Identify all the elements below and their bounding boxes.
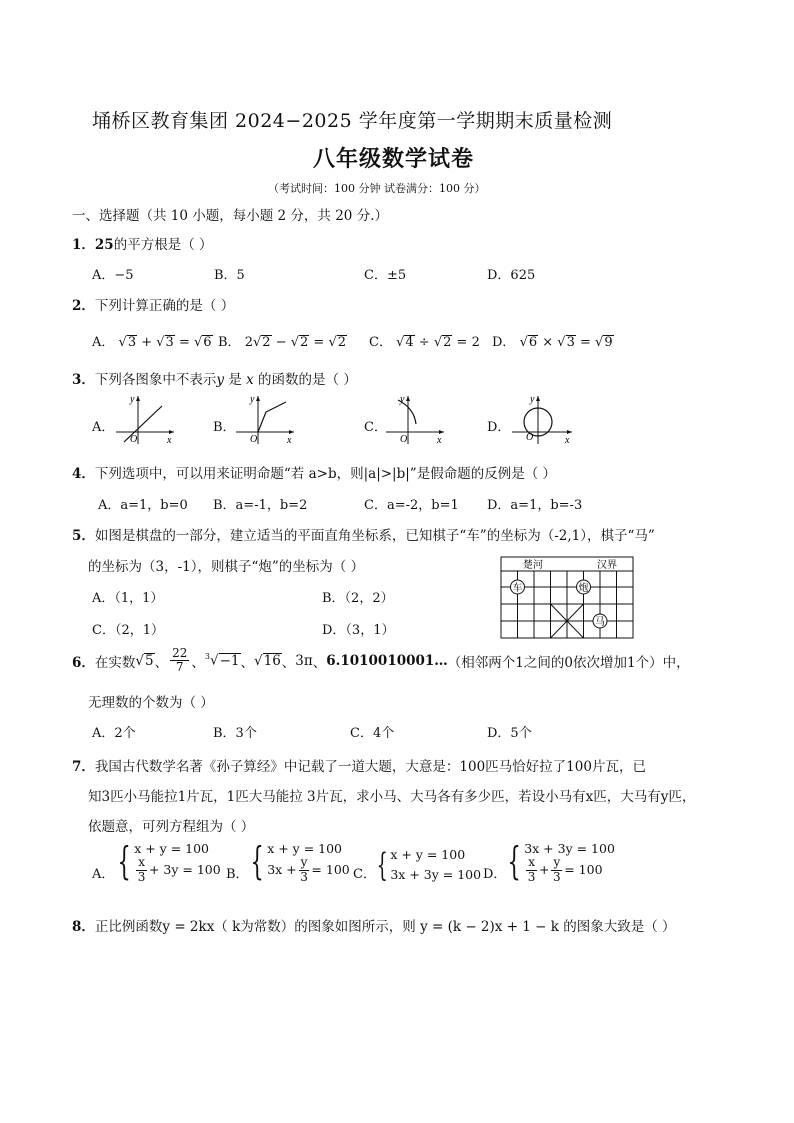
q3b-origin: O [250,434,258,445]
q3-option-d-label[interactable]: D． [487,420,511,435]
q3-option-b-label[interactable]: B． [213,420,236,435]
q3-text-mid: 是 [224,372,247,388]
question-1 [72,233,213,253]
river-left-label: 楚河 [523,560,543,571]
question-8 [72,915,676,935]
school-line: 埇桥区教育集团 2024−2025 学年度第一学期期末质量检测 [92,110,613,132]
q2-b-radicand1: 2 [262,335,271,350]
q3-number: 3． [72,372,95,388]
piece-pao-label: 炮 [578,583,589,594]
q7-option-a-label[interactable]: A． [92,867,115,882]
q4-number: 4． [72,466,95,482]
q3a-x-arrow [169,430,174,434]
q3b-y-arrow [256,396,260,401]
q6-decimal: 6.1010010001… [326,652,448,669]
q7-option-b-system[interactable] [245,840,350,882]
q7d-brace: { [507,839,521,883]
q6-number: 6． [72,654,95,671]
q1-value: 25 [94,237,114,253]
q7c-eq1: x + y = 100 [390,846,466,862]
q7a-frac-den: 3 [137,869,146,884]
q3-graph-c[interactable] [382,392,446,446]
q3c-x-label: x [437,435,442,446]
q3-var-y: y [216,372,225,388]
q7d-frac1-num: x [528,855,535,870]
q4-option-d[interactable]: D．a=1，b=-3 [487,498,583,513]
q2-option-b[interactable]: B． 2√2 − √2 = √2 [218,335,347,350]
q7b-frac-num: y [300,855,308,870]
q2-d-radicand1: 6 [528,335,538,350]
q3c-y-arrow [406,396,410,401]
q3d-origin: O [526,432,534,443]
q5-option-d[interactable]: D．（3，1） [322,623,395,638]
q6-frac-den: 7 [175,660,184,675]
q7c-eq2: 3x + 3y = 100 [390,866,482,882]
q7b-eq2-right: = 100 [311,861,350,877]
q5-line2: 的坐标为（3，-1），则棋子“炮”的坐标为（ ） [88,559,365,575]
q7b-eq1: x + y = 100 [267,840,342,856]
q5-option-b[interactable]: B．（2，2） [322,591,394,606]
q1-text: 的平方根是（ ） [113,237,213,253]
q6-cbrt-index: 3 [204,652,210,662]
q1-option-a[interactable]: A．−5 [92,268,134,283]
q7d-frac2-den: 3 [553,869,561,884]
q7d-frac1-den: 3 [527,869,536,884]
q3c-origin: O [400,434,408,445]
q3d-y-label: y [530,394,535,405]
q3b-y-label: y [250,394,255,405]
q7a-eq1: x + y = 100 [134,840,209,856]
q2-b-radicand2: 2 [300,335,309,350]
q3a-y-arrow [136,396,140,401]
q6-fraction [170,647,189,674]
q3b-x-label: x [287,435,292,446]
q2-c-label: C． [369,335,392,350]
q7d-frac2-num: y [553,855,561,870]
q6-cbrt-arg: −1 [219,652,240,669]
q6-sqrt5: 5 [145,652,154,669]
q2-a-radicand3: 6 [203,335,212,350]
q4-option-c[interactable]: C．a=-2，b=1 [364,498,459,513]
q3d-x-label: x [565,435,570,446]
q3b-curve [258,402,286,432]
q2-option-d[interactable]: D． √6 × √3 = √9 [492,335,613,350]
q6-option-b[interactable]: B．3个 [213,726,257,741]
q7b-brace: { [250,839,264,883]
exam-title: 八年级数学试卷 [313,146,475,172]
question-4 [72,462,556,482]
q7-option-b-label[interactable]: B． [226,867,249,882]
q2-c-radicand1: 4 [405,335,414,350]
q7c-brace: { [376,846,388,884]
q7a-eq2 [134,855,221,884]
q8-text: 正比例函数y = 2kx（ k为常数）的图象如图所示，则 y = (k − 2)x + 1 − k 的图象大致是（ ） [94,919,676,935]
q3-text-pre: 下列各图象中不表示 [94,372,217,388]
q7b-eq2 [267,855,350,884]
q7-option-c-label[interactable]: C． [353,867,376,882]
q5-line1: 如图是棋盘的一部分，建立适当的平面直角坐标系，已知棋子“车”的坐标为（-2,1），棋子“马” [94,528,655,544]
q6-sep2: 、 [191,654,205,671]
q3-var-x: x [246,372,254,388]
q3-option-a-label[interactable]: A． [92,420,115,435]
q5-option-a[interactable]: A．（1，1） [92,591,164,606]
q6-three-pi: 3π [295,652,313,669]
q2-c-result: 2 [471,335,480,350]
q3-graph-a[interactable] [112,392,176,446]
q2-d-label: D． [492,335,516,350]
q6-text-pre: 在实数 [94,654,136,671]
q7b-frac-den: 3 [300,869,308,884]
q4-option-b[interactable]: B．a=-1，b=2 [213,498,308,513]
q7d-plus: + [538,861,550,877]
q2-b-radicand3: 2 [337,335,347,350]
q8-number: 8． [72,919,95,935]
q7d-eq2-right: = 100 [564,861,603,877]
chess-board [500,556,635,640]
piece-ma-label: 马 [595,617,605,628]
q6-sqrt16: 16 [263,652,281,669]
q1-option-d[interactable]: D．625 [487,268,536,283]
q1-option-b[interactable]: B．5 [214,268,245,283]
q3-graph-b[interactable] [232,392,296,446]
q6-sep5: 、 [312,654,327,671]
q1-option-c[interactable]: C．±5 [364,268,407,283]
q3a-y-label: y [130,394,135,405]
q6-sep3: 、 [240,654,254,671]
question-5 [72,524,655,544]
q6-sep4: 、 [281,654,296,671]
question-6: 6． 在实数 √5 、 $\frac{22}{7}$ 、 $^3$√−1 、 √16 、 3π 、 6.1010010001… （相邻两个1之间的0依次增加1个）中， [72,646,690,675]
q7a-brace: { [117,839,131,883]
q7-option-a-system[interactable] [112,840,221,882]
q3d-x-arrow [567,430,572,434]
q2-b-label: B． [218,335,241,350]
q2-a-label: A． [92,335,115,350]
q3a-x-label: x [167,435,172,446]
q2-number: 2． [72,298,95,314]
q5-number: 5． [72,528,95,544]
q2-d-radicand3: 9 [604,335,613,350]
q7-line2: 知3匹小马能拉1片瓦，1匹大马能拉 3片瓦，求小马、大马各有多少匹，若设小马有x匹，大马有y匹， [88,789,696,805]
q2-option-a[interactable]: A． √3 + √3 = √6 [92,335,212,350]
q3c-y-label: y [400,394,405,405]
q6-frac-num: 22 [172,646,188,660]
q3-text-post: 的函数的是（ ） [253,372,357,388]
q7d-eq2 [524,855,615,884]
q3b-x-arrow [289,430,294,434]
q7-line1: 我国古代数学名著《孙子算经》中记载了一道大题，大意是：100匹马恰好拉了100片瓦，已 [94,759,646,775]
q2-a-radicand1: 3 [127,335,137,350]
q4-text: 下列选项中，可以用来证明命题“若 a>b，则|a|>|b|”是假命题的反例是（ ） [94,466,556,482]
q2-text: 下列计算正确的是（ ） [94,298,235,314]
q6-sep1: 、 [154,654,169,671]
q3d-y-arrow [536,396,540,401]
q7-number: 7． [72,759,95,775]
q7b-eq2-left: 3x + [267,861,297,877]
q3-graph-d[interactable] [508,392,574,446]
q3a-origin: O [130,434,138,445]
q4-option-a[interactable]: A．a=1，b=0 [98,498,188,513]
exam-note: （考试时间：100 分钟 试卷满分：100 分） [268,182,486,195]
q6-option-c[interactable]: C．4个 [350,726,395,741]
q2-b-coef: 2 [244,335,253,350]
section-heading: 一、选择题（共 10 小题，每小题 2 分，共 20 分.） [72,208,388,224]
q6-option-d[interactable]: D．5个 [487,726,532,741]
q7-option-d-label[interactable]: D． [483,867,507,882]
q2-option-c[interactable]: C． √4 ÷ √2 = 2 [369,335,480,350]
q2-a-radicand2: 3 [165,335,174,350]
q6-line2: 无理数的个数为（ ） [88,695,214,711]
q7-option-d-system[interactable] [502,840,615,882]
question-2 [72,294,234,314]
q6-option-a[interactable]: A．2个 [92,726,136,741]
q1-number: 1． [72,237,95,253]
q7d-eq1: 3x + 3y = 100 [524,840,615,856]
question-3 [72,368,357,388]
q7-line3: 依题意，可列方程组为（ ） [88,819,255,835]
q7-option-c-system[interactable] [372,845,481,885]
q2-c-radicand2: 2 [443,335,452,350]
q7a-frac-num: x [138,855,145,870]
q3-option-c-label[interactable]: C． [364,420,387,435]
q3c-x-arrow [439,430,444,434]
q5-option-c[interactable]: C．（2，1） [92,623,164,638]
piece-che-label: 车 [512,583,523,594]
q2-d-radicand2: 3 [566,335,575,350]
q7a-eq2-rest: + 3y = 100 [148,861,221,877]
question-7 [72,755,646,775]
river-right-label: 汉界 [597,560,617,571]
q6-note: （相邻两个1之间的0依次增加1个）中， [447,654,690,671]
